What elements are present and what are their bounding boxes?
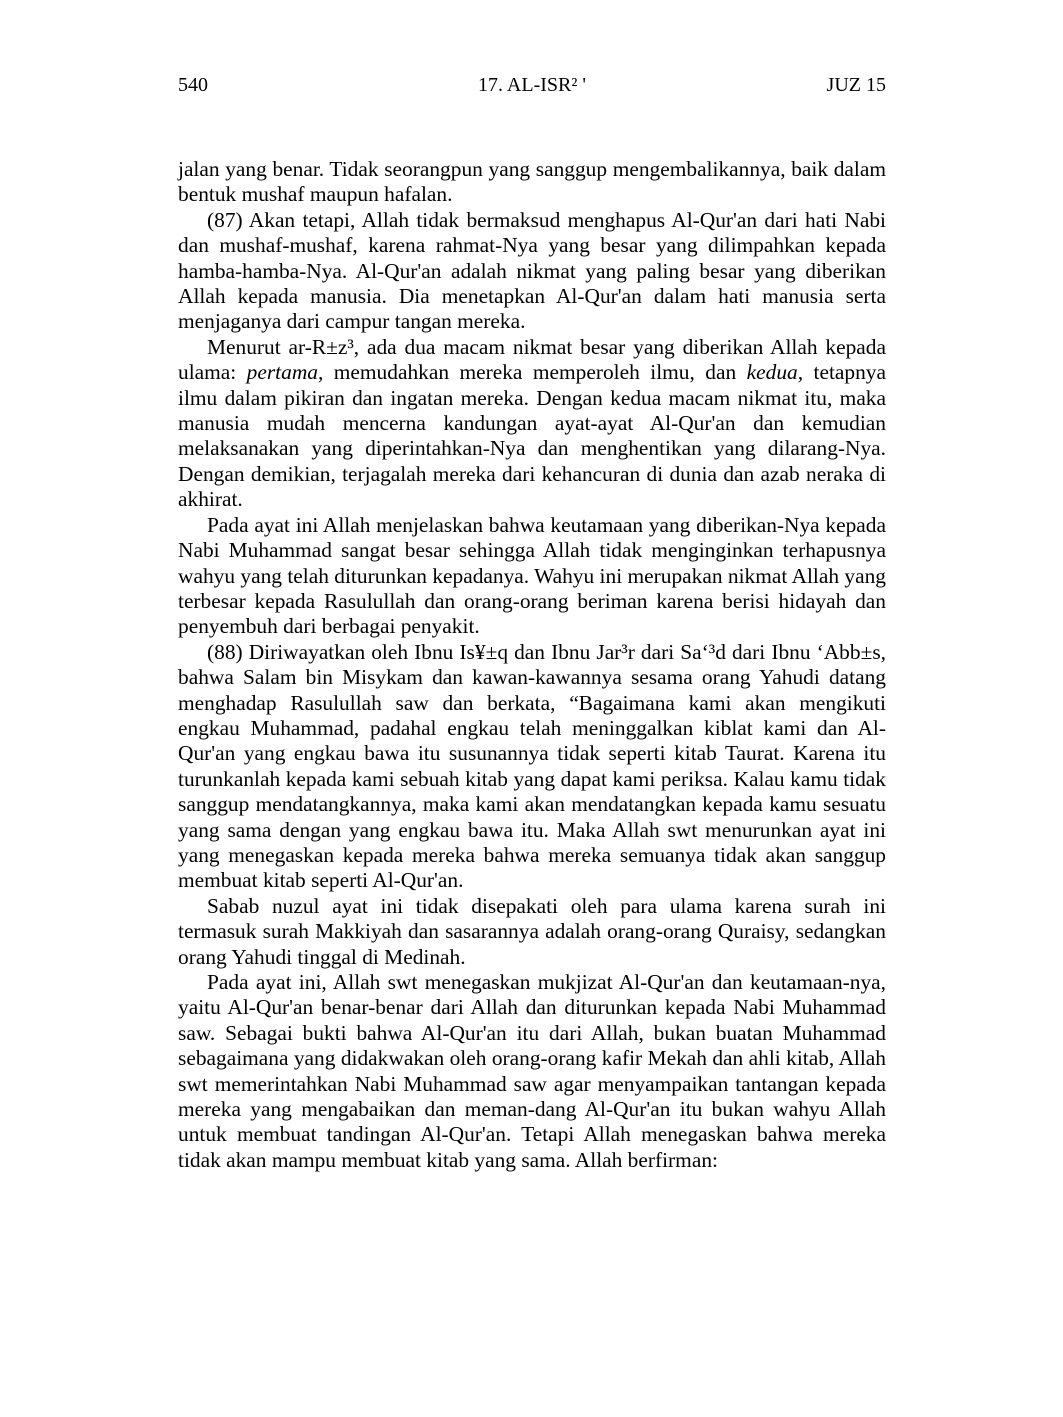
page-header: [178, 74, 886, 104]
juz-label: JUZ 15: [826, 74, 886, 96]
text-run: Menurut ar-R±z³, ada dua macam nikmat besar yang diberikan Allah kepada ulama:: [178, 334, 886, 385]
italic-term-pertama: pertama,: [246, 360, 324, 385]
paragraph-keutamaan: Pada ayat ini Allah menjelaskan bahwa keutamaan yang diberikan-Nya kepada Nabi Muhammad sangat besar sehingga Allah tidak menginginkan terhapusnya wahyu yang telah diturunkan kepadanya. Wahyu ini merupakan nikmat Allah yang terbesar kepada Rasulullah dan orang-orang beriman karena berisi hidayah dan penyembuh dari berbagai penyakit.: [178, 512, 886, 639]
paragraph-verse-87: (87) Akan tetapi, Allah tidak bermaksud menghapus Al-Qur'an dari hati Nabi dan mushaf-mushaf, karena rahmat-Nya yang besar yang dilimpahkan kepada hamba-hamba-Nya. Al-Qur'an adalah nikmat yang paling besar yang diberikan Allah kepada manusia. Dia menetapkan Al-Qur'an dalam hati manusia serta menjaganya dari campur tangan mereka.: [178, 207, 886, 334]
paragraph-mukjizat: Pada ayat ini, Allah swt menegaskan mukjizat Al-Qur'an dan keutamaan-nya, yaitu Al-Qur'an benar-benar dari Allah dan diturunkan kepada Nabi Muhammad saw. Sebagai bukti bahwa Al-Qur'an itu dari Allah, bukan buatan Muhammad sebagaimana yang didakwakan oleh orang-orang kafir Mekah dan ahli kitab, Allah swt memerintahkan Nabi Muhammad saw agar menyampaikan tantangan kepada mereka yang mengabaikan dan meman-dang Al-Qur'an itu bukan wahyu Allah untuk membuat tandingan Al-Qur'an. Tetapi Allah menegaskan bahwa mereka tidak akan mampu membuat kitab yang sama. Allah berfirman:: [178, 970, 886, 1172]
paragraph-verse-88: (88) Diriwayatkan oleh Ibnu Is¥±q dan Ibnu Jar³r dari Sa‘³d dari Ibnu ‘Abb±s, bahwa Salam bin Misykam dan kawan-kawannya sesama orang Yahudi datang menghadap Rasulullah saw dan berkata, “Bagaimana kami akan mengikuti engkau Muhammad, padahal engkau telah meninggalkan kiblat kami dan Al-Qur'an yang engkau bawa itu susunannya tidak seperti kitab Taurat. Karena itu turunkanlah kepada kami sebuah kitab yang dapat kami periksa. Kalau kamu tidak sanggup mendatangkannya, maka kami akan mendatangkan kepada kamu sesuatu yang sama dengan yang engkau bawa itu. Maka Allah swt menurunkan ayat ini yang menegaskan kepada mereka bahwa mereka semuanya tidak akan sanggup membuat kitab seperti Al-Qur'an.: [178, 639, 886, 893]
paragraph-ar-razi: [178, 335, 886, 513]
surah-title: 17. AL-ISR² ': [478, 74, 586, 96]
italic-term-kedua: kedua,: [746, 360, 804, 385]
page-body: [178, 157, 886, 1173]
paragraph-continuation: jalan yang benar. Tidak seorangpun yang sanggup mengembalikannya, baik dalam bentuk mushaf maupun hafalan.: [178, 157, 886, 207]
text-run: memudahkan mereka memperoleh ilmu, dan: [323, 360, 747, 385]
page-number: 540: [178, 74, 208, 96]
text-run: tetapnya ilmu dalam pikiran dan ingatan mereka. Dengan kedua macam nikmat itu, maka manusia mudah mencerna kandungan ayat-ayat Al-Qur'an dan kemudian melaksanakan yang diperintahkan-Nya dan menghentikan yang dilarang-Nya. Dengan demikian, terjagalah mereka dari kehancuran di dunia dan azab neraka di akhirat.: [178, 360, 886, 512]
paragraph-sabab-nuzul: Sabab nuzul ayat ini tidak disepakati oleh para ulama karena surah ini termasuk surah Makkiyah dan sasarannya adalah orang-orang Quraisy, sedangkan orang Yahudi tinggal di Medinah.: [178, 893, 886, 969]
